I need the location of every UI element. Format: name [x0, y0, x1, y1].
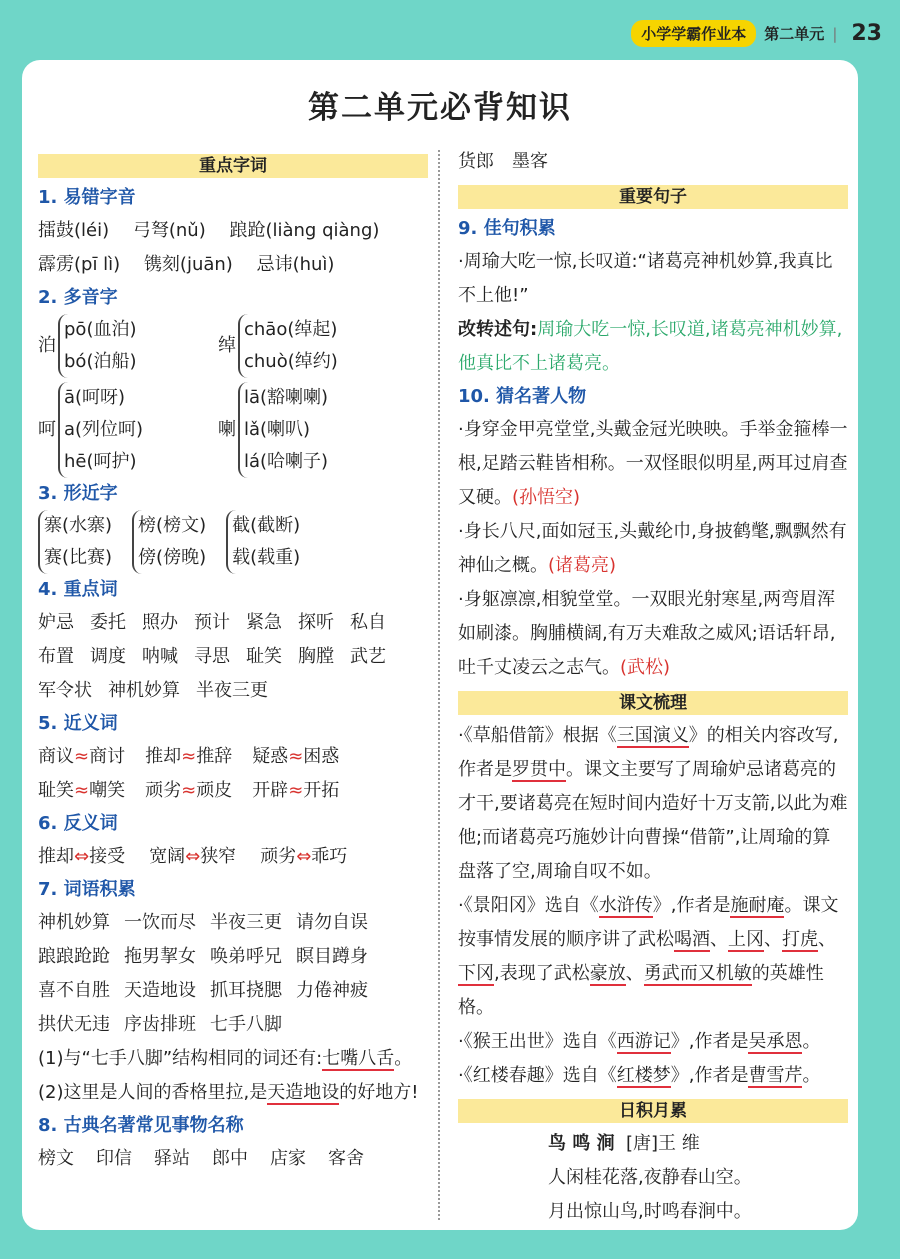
- word-item: 喜不自胜: [38, 980, 110, 1001]
- word-item: 镌刻(juān): [143, 254, 233, 275]
- word-item: 踉跄(liàng qiàng): [229, 220, 380, 241]
- section-bar-text-summary: 课文梳理: [458, 691, 848, 715]
- word-item: 擂鼓(léi): [38, 220, 110, 241]
- word-item: 榜文: [38, 1148, 74, 1169]
- word-item: 探听: [298, 612, 334, 633]
- word-item: 紧急: [246, 612, 282, 633]
- reading: a(列位呵): [64, 419, 144, 440]
- heading-classic-names: 8. 古典名著常见事物名称: [38, 1115, 244, 1136]
- reading: chuò(绰约): [244, 351, 338, 372]
- char-item: 寨(水寨): [44, 515, 113, 536]
- word-item: 忌讳(huì): [256, 254, 335, 275]
- reading: lá(哈喇子): [244, 451, 329, 472]
- word-item: 踉踉跄跄: [38, 946, 110, 967]
- word-item: 呐喊: [142, 646, 178, 667]
- word-item: 预计: [194, 612, 230, 633]
- content-card: [22, 60, 858, 1230]
- polyphone-group: [218, 382, 328, 478]
- character-description: ·身长八尺,面如冠玉,头戴纶巾,身披鹤氅,飘飘然有神仙之概。(诸葛亮): [458, 521, 847, 576]
- poem-title: 鸟 鸣 涧: [548, 1133, 615, 1154]
- char-item: 傍(傍晚): [138, 547, 207, 568]
- word-item: 霹雳(pī lì): [38, 254, 121, 275]
- word-item: 神机妙算: [38, 912, 110, 933]
- brace: [238, 382, 328, 478]
- word-item: 拖男挈女: [124, 946, 196, 967]
- brace: [58, 382, 143, 478]
- reading: pō(血泊): [64, 319, 137, 340]
- brand-badge: 小学学霸作业本: [631, 20, 756, 47]
- reading: ā(呵呀): [64, 387, 126, 408]
- brace: [38, 510, 112, 574]
- word-item: 印信: [96, 1148, 132, 1169]
- char-item: 截(截断): [232, 515, 301, 536]
- character-description: ·身躯凛凛,相貌堂堂。一双眼光射寒星,两弯眉浑如刷漆。胸脯横阔,有万夫难敌之威风;语话轩昂,吐千丈凌云之志气。(武松): [458, 589, 836, 678]
- vocabulary-question-1: (1)与“七手八脚”结构相同的词还有:七嘴八舌。: [38, 1048, 413, 1069]
- char-item: 载(载重): [232, 547, 301, 568]
- word-item: 拱伏无违: [38, 1014, 110, 1035]
- word-item: 军令状: [38, 680, 92, 701]
- synonym-pair: 顽劣≈顽皮: [145, 780, 233, 801]
- similar-chars: [38, 510, 428, 574]
- heading-vocabulary: 7. 词语积累: [38, 879, 136, 900]
- left-column: [38, 148, 428, 1176]
- reading: bó(泊船): [64, 351, 137, 372]
- section-bar-accumulation: 日积月累: [458, 1099, 848, 1123]
- polyphone-char: 泊: [38, 335, 56, 356]
- separator: |: [832, 24, 838, 43]
- word-item: 一饮而尽: [124, 912, 196, 933]
- poem-line: 月出惊山鸟,时鸣春涧中。: [548, 1201, 752, 1222]
- word-item: 抓耳挠腮: [210, 980, 282, 1001]
- reading: chāo(绰起): [244, 319, 338, 340]
- unit-label: 第二单元: [764, 25, 825, 43]
- word-item: 天造地设: [124, 980, 196, 1001]
- heading-good-sentences: 9. 佳句积累: [458, 218, 556, 239]
- brace: [226, 510, 300, 574]
- vocabulary-question-2: (2)这里是人间的香格里拉,是天造地设的好地方!: [38, 1082, 419, 1103]
- poem-heading: [548, 1127, 848, 1161]
- word-item: 驿站: [154, 1148, 190, 1169]
- antonym-pair: 宽阔⇔狭窄: [149, 846, 237, 867]
- synonym-pair: 推却≈推辞: [145, 746, 233, 767]
- polyphone-row-1: [38, 314, 428, 378]
- word-item: 武艺: [350, 646, 386, 667]
- brace: [238, 314, 338, 378]
- section-bar-key-words: 重点字词: [38, 154, 428, 178]
- word-item: 神机妙算: [108, 680, 180, 701]
- word-item: 私自: [350, 612, 386, 633]
- classic-names-continued: [458, 145, 848, 179]
- polyphone-char: 喇: [218, 419, 236, 440]
- polyphone-char: 绰: [218, 335, 236, 356]
- reading: hē(呵护): [64, 451, 137, 472]
- synonyms-list: [38, 740, 428, 808]
- word-item: 布置: [38, 646, 74, 667]
- reading: lā(豁喇喇): [244, 387, 329, 408]
- word-item: 弓弩(nǔ): [132, 220, 206, 241]
- summary-paragraph: ·《红楼春趣》选自《红楼梦》,作者是曹雪芹。: [458, 1065, 821, 1086]
- heading-pronunciation: 1. 易错字音: [38, 187, 136, 208]
- word-item: 瞑目蹲身: [296, 946, 368, 967]
- polyphone-row-2: [38, 382, 428, 478]
- word-item: 客舍: [328, 1148, 364, 1169]
- synonym-pair: 商议≈商讨: [38, 746, 126, 767]
- heading-key-words: 4. 重点词: [38, 579, 118, 600]
- summary-paragraph: ·《草船借箭》根据《三国演义》的相关内容改写,作者是罗贯中。课文主要写了周瑜妒忌诸葛亮的才干,要诸葛亮在短时间内造好十万支箭,以此为难他;而诸葛亮巧施妙计向曹操“借箭”,让周瑜的算盘落了空,周瑜自叹不如。: [458, 725, 848, 882]
- right-column: [458, 145, 848, 1229]
- polyphone-char: 呵: [38, 419, 56, 440]
- brace: [58, 314, 136, 378]
- poem: [458, 1127, 848, 1229]
- classic-names-list: [38, 1142, 428, 1176]
- word-item: 请勿自误: [296, 912, 368, 933]
- heading-synonyms: 5. 近义词: [38, 713, 118, 734]
- word-item: 唤弟呼兄: [210, 946, 282, 967]
- char-item: 赛(比赛): [44, 547, 113, 568]
- summary-paragraph: ·《景阳冈》选自《水浒传》,作者是施耐庵。课文按事情发展的顺序讲了武松喝酒、上冈、打虎、下冈,表现了武松豪放、勇武而又机敏的英雄性格。: [458, 895, 839, 1018]
- polyphone-group: [38, 314, 218, 378]
- heading-guess-characters: 10. 猜名著人物: [458, 386, 587, 407]
- heading-similar-chars: 3. 形近字: [38, 483, 118, 504]
- page-number: 23: [851, 21, 882, 46]
- word-item: 墨客: [512, 151, 548, 172]
- word-item: 胸膛: [298, 646, 334, 667]
- column-divider: [438, 150, 440, 1220]
- word-item: 半夜三更: [210, 912, 282, 933]
- heading-polyphones: 2. 多音字: [38, 287, 118, 308]
- word-item: 序齿排班: [124, 1014, 196, 1035]
- synonym-pair: 耻笑≈嘲笑: [38, 780, 126, 801]
- word-item: 半夜三更: [196, 680, 268, 701]
- word-item: 郎中: [212, 1148, 248, 1169]
- synonym-pair: 疑惑≈困惑: [252, 746, 340, 767]
- word-item: 委托: [90, 612, 126, 633]
- synonym-pair: 开辟≈开拓: [252, 780, 340, 801]
- key-words-list: [38, 606, 428, 708]
- vocabulary-list: [38, 906, 428, 1042]
- antonyms-list: [38, 840, 428, 874]
- polyphone-group: [218, 314, 338, 378]
- sentence-text: ·周瑜大吃一惊,长叹道:“诸葛亮神机妙算,我真比不上他!”: [458, 251, 833, 306]
- word-item: 七手八脚: [210, 1014, 282, 1035]
- antonym-pair: 推却⇔接受: [38, 846, 126, 867]
- word-item: 照办: [142, 612, 178, 633]
- word-item: 寻思: [194, 646, 230, 667]
- word-item: 调度: [90, 646, 126, 667]
- section-bar-sentences: 重要句子: [458, 185, 848, 209]
- poem-author: [唐]王 维: [626, 1133, 700, 1154]
- word-item: 力倦神疲: [296, 980, 368, 1001]
- page-title: 第二单元必背知识: [308, 90, 572, 126]
- word-item: 妒忌: [38, 612, 74, 633]
- character-description: ·身穿金甲亮堂堂,头戴金冠光映映。手举金箍棒一根,足踏云鞋皆相称。一双怪眼似明星,两耳过肩查又硬。(孙悟空): [458, 419, 848, 508]
- brace: [132, 510, 206, 574]
- word-item: 耻笑: [246, 646, 282, 667]
- pronunciation-list: [38, 214, 428, 282]
- summary-paragraph: ·《猴王出世》选自《西游记》,作者是吴承恩。: [458, 1031, 821, 1052]
- heading-antonyms: 6. 反义词: [38, 813, 118, 834]
- poem-line: 人闲桂花落,夜静春山空。: [548, 1167, 752, 1188]
- antonym-pair: 顽劣⇔乖巧: [260, 846, 348, 867]
- polyphone-group: [38, 382, 218, 478]
- char-item: 榜(榜文): [138, 515, 207, 536]
- word-item: 店家: [270, 1148, 306, 1169]
- page-header: [631, 20, 882, 47]
- word-item: 货郎: [458, 151, 494, 172]
- indirect-speech: 改转述句:周瑜大吃一惊,长叹道,诸葛亮神机妙算,他真比不上诸葛亮。: [458, 319, 843, 374]
- reading: lǎ(喇叭): [244, 419, 311, 440]
